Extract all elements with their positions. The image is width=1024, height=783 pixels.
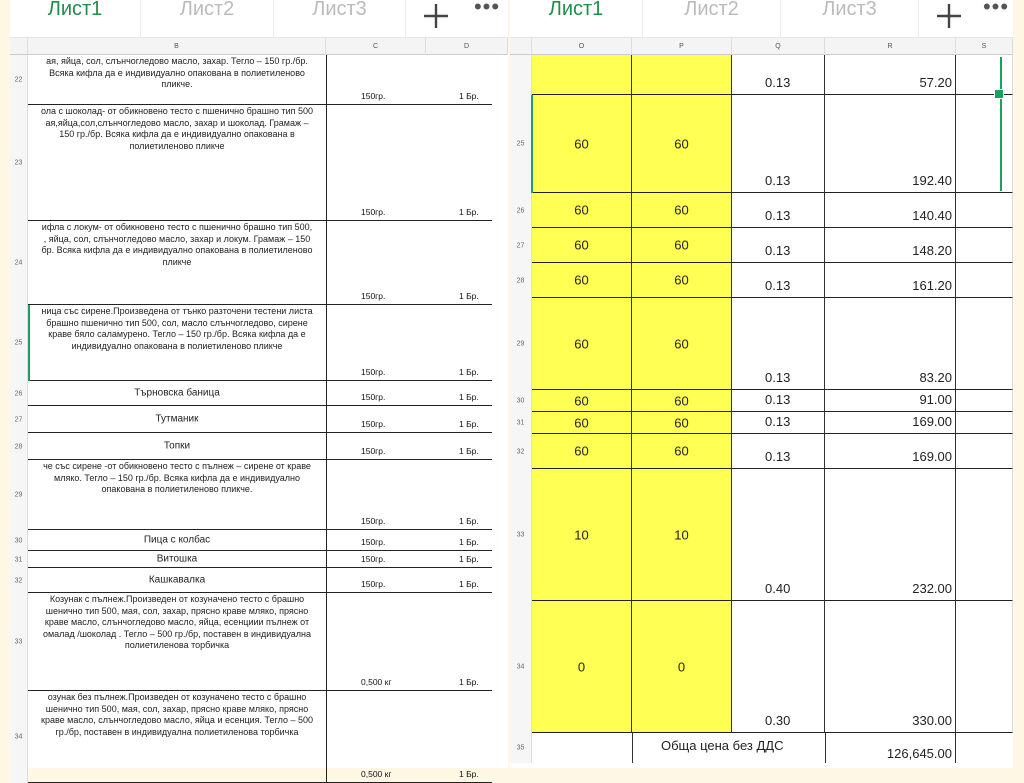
quantity-value: 1 Бр.	[459, 769, 479, 779]
cell-value: 10	[574, 527, 589, 542]
weight-cell[interactable]	[326, 221, 426, 305]
row-number-label: 33	[14, 638, 23, 646]
unit-price-value: 0.13	[765, 392, 791, 407]
cell-r[interactable]	[825, 601, 956, 733]
row-number[interactable]	[510, 733, 532, 763]
table-row	[510, 55, 1013, 95]
more-options-button-right[interactable]	[979, 0, 1013, 38]
weight-value: 0,500 кг	[361, 677, 392, 687]
description-text: Топки	[163, 440, 191, 452]
table-row	[10, 568, 508, 593]
weight-value: 150гр.	[361, 419, 386, 429]
cell-p[interactable]	[632, 298, 732, 390]
plus-icon	[935, 2, 963, 30]
cell-q[interactable]	[732, 95, 825, 193]
table-row	[510, 298, 1013, 390]
total-value-cell[interactable]	[825, 733, 956, 763]
amount-value: 148.20	[912, 243, 952, 258]
table-row	[510, 263, 1013, 298]
cell-s[interactable]	[956, 469, 1013, 601]
table-row	[510, 390, 1013, 412]
weight-cell[interactable]	[326, 568, 426, 593]
quantity-value: 1 Бр.	[459, 677, 479, 687]
description-text: ола с шоколад- от обикновено тесто с пшенично брашно тип 500 ая,яйца,сол,слънчогледово масло, захар и шоколад. Грамаж – 150 гр./бр. Всяка кифла да е индивидуално опакована в полиетиленово пликче	[40, 106, 314, 151]
amount-value: 330.00	[912, 713, 952, 728]
cell-r[interactable]	[825, 55, 956, 95]
col-header-o[interactable]: O	[532, 38, 632, 55]
col-header-c[interactable]: C	[326, 38, 426, 55]
cell-p[interactable]	[632, 95, 732, 193]
row-number[interactable]	[510, 263, 532, 298]
unit-price-value: 0.30	[765, 713, 791, 728]
quantity-value: 1 Бр.	[459, 91, 479, 101]
total-label: Обща цена без ДДС	[661, 738, 784, 753]
row-number-label: 32	[516, 448, 525, 455]
cell-s[interactable]	[956, 298, 1013, 390]
row-number-label: 34	[14, 733, 23, 741]
description-cell[interactable]	[28, 530, 326, 551]
description-cell[interactable]	[28, 381, 326, 406]
row-number[interactable]	[510, 601, 532, 733]
cell-q[interactable]	[732, 434, 825, 469]
cell-o[interactable]	[532, 469, 632, 601]
cell-r[interactable]	[825, 412, 956, 434]
cell-value: 60	[674, 415, 689, 430]
row-number-label: 23	[14, 159, 23, 167]
row-number-label: 31	[516, 419, 525, 427]
cell-value: 60	[574, 415, 589, 430]
tab-sheet3-left[interactable]: Лист3	[274, 0, 406, 38]
row-number-label: 25	[516, 140, 525, 148]
row-number[interactable]	[510, 390, 532, 412]
cell-value: 60	[674, 336, 689, 351]
description-text: ифла с локум- от обикновено тесто с пшенично брашно тип 500, , яйца, сол, слънчогледово масло, захар и локум. Грамаж – 150 бр. Всяка кифла да е индивидуално опакована в полиетиленово пликче	[41, 222, 313, 267]
row-number-label: 26	[516, 207, 525, 214]
weight-cell[interactable]	[326, 406, 426, 433]
more-icon: •••	[473, 0, 501, 19]
unit-price-value: 0.13	[765, 278, 791, 293]
quantity-value: 1 Бр.	[459, 579, 479, 589]
amount-value: 232.00	[912, 581, 952, 596]
row-number[interactable]	[10, 381, 28, 406]
col-header-d[interactable]: D	[426, 38, 508, 55]
weight-cell[interactable]	[326, 551, 426, 568]
weight-cell[interactable]	[326, 460, 426, 530]
row-number-label: 34	[516, 663, 525, 671]
row-number-label: 30	[516, 397, 525, 405]
table-row	[510, 193, 1013, 228]
quantity-value: 1 Бр.	[459, 392, 479, 402]
quantity-cell[interactable]	[426, 381, 492, 406]
row-number[interactable]	[510, 228, 532, 263]
weight-value: 150гр.	[361, 554, 386, 564]
unit-price-value: 0.13	[765, 173, 791, 188]
cell-p[interactable]	[632, 55, 732, 95]
column-header-right	[510, 38, 1013, 55]
quantity-cell[interactable]	[426, 55, 492, 105]
col-header-b[interactable]: B	[28, 38, 326, 55]
cell-s[interactable]	[956, 434, 1013, 469]
cell-o[interactable]	[532, 193, 632, 228]
description-cell[interactable]	[28, 460, 326, 530]
row-number-label: 29	[516, 340, 525, 348]
unit-price-value: 0.13	[765, 370, 791, 385]
quantity-value: 1 Бр.	[459, 537, 479, 547]
cell-s[interactable]	[956, 390, 1013, 412]
row-number-label: 35	[516, 744, 525, 752]
tab-sheet2-left[interactable]: Лист2	[141, 0, 274, 38]
description-text: озунак без пълнеж.Произведен от козуначено тесто с брашно шенично тип 500, мая, сол, захар, прясно краве мляко, прясно краве масло, слънчогледово масло, яйца и есенция. Тегло – 500 гр./бр, поставен в индивидуална полиетиленова торбичка	[41, 692, 313, 737]
row-number-label: 32	[14, 577, 23, 584]
quantity-cell[interactable]	[426, 568, 492, 593]
selection-handle[interactable]	[994, 89, 1004, 99]
table-row	[510, 469, 1013, 601]
table-row	[10, 593, 508, 691]
amount-value: 83.20	[919, 370, 952, 385]
quantity-value: 1 Бр.	[459, 554, 479, 564]
row-number-label: 27	[516, 242, 525, 249]
description-text: Тутманик	[155, 413, 199, 425]
row-number[interactable]	[10, 105, 28, 221]
cell-s[interactable]	[956, 412, 1013, 434]
weight-value: 150гр.	[361, 367, 386, 377]
cell-o[interactable]	[532, 412, 632, 434]
row-number-label: 31	[14, 556, 23, 563]
quantity-value: 1 Бр.	[459, 446, 479, 456]
weight-value: 150гр.	[361, 207, 386, 217]
quantity-cell[interactable]	[426, 530, 492, 551]
weight-cell[interactable]	[326, 593, 426, 691]
corner-cell	[510, 38, 532, 55]
cell-p[interactable]	[632, 263, 732, 298]
description-text: че със сирене -от обикновено тесто с пълнеж – сирене от краве мляко. Тегло – 150 гр./бр. Всяка кифла да е индивидуално опакована в полиетиленово пликче.	[43, 461, 311, 494]
row-number-label: 22	[14, 76, 23, 84]
weight-value: 150гр.	[361, 516, 386, 526]
total-label-cell[interactable]	[632, 733, 825, 763]
cell-q[interactable]	[732, 469, 825, 601]
quantity-cell[interactable]	[426, 221, 492, 305]
weight-cell[interactable]	[326, 381, 426, 406]
tab-sheet3-right[interactable]: Лист3	[781, 0, 919, 38]
row-number[interactable]	[510, 193, 532, 228]
row-number[interactable]	[10, 433, 28, 460]
right-spreadsheet-pane	[510, 0, 1013, 768]
weight-cell[interactable]	[326, 691, 426, 783]
corner-cell	[10, 38, 28, 55]
cell-o[interactable]	[532, 55, 632, 95]
cell-o[interactable]	[532, 434, 632, 469]
unit-price-value: 0.13	[765, 449, 791, 464]
table-row	[10, 530, 508, 551]
cell-value: 60	[574, 272, 589, 288]
tab-sheet2-right[interactable]: Лист2	[643, 0, 781, 38]
description-cell[interactable]	[28, 433, 326, 460]
description-text: ница със сирене.Произведена от тънко разточени тестени листа брашно пшенично тип 500, сол, масло слънчогледово, сирене краве бяло саламурено. Тегло – 150 гр./бр. Всяка кифла да е индивидуално опакована в полиетиленово пликче	[41, 306, 313, 351]
add-sheet-button-left[interactable]	[406, 0, 466, 38]
amount-value: 161.20	[912, 278, 952, 293]
amount-value: 91.00	[919, 392, 952, 407]
description-cell[interactable]	[28, 551, 326, 568]
cell-value: 60	[674, 237, 689, 253]
row-number[interactable]	[10, 406, 28, 433]
cell-value: 0	[577, 659, 586, 674]
cell-o[interactable]	[532, 228, 632, 263]
weight-cell[interactable]	[326, 530, 426, 551]
quantity-cell[interactable]	[426, 406, 492, 433]
row-number-label: 27	[14, 416, 23, 423]
cell-p[interactable]	[632, 390, 732, 412]
col-header-r[interactable]: R	[825, 38, 956, 55]
cell-value: 60	[674, 393, 689, 408]
cell-r[interactable]	[825, 298, 956, 390]
description-cell[interactable]	[28, 691, 326, 783]
row-number-label: 24	[14, 259, 23, 267]
quantity-value: 1 Бр.	[459, 516, 479, 526]
quantity-cell[interactable]	[426, 105, 492, 221]
cell-value: 60	[574, 443, 589, 459]
row-number-label: 25	[14, 339, 23, 347]
cell-q[interactable]	[732, 390, 825, 412]
description-text: Пица с колбас	[143, 534, 211, 546]
row-number[interactable]	[10, 593, 28, 691]
sheet-tabs-right	[510, 0, 1013, 38]
weight-value: 150гр.	[361, 446, 386, 456]
cell-o[interactable]	[532, 263, 632, 298]
row-number[interactable]	[10, 551, 28, 568]
cell-r[interactable]	[825, 95, 956, 193]
cell-o[interactable]	[532, 298, 632, 390]
description-text: Търновска баница	[134, 387, 220, 399]
cell-value: 60	[574, 237, 589, 253]
amount-value: 57.20	[919, 75, 952, 90]
cell-s[interactable]	[956, 228, 1013, 263]
cell-p[interactable]	[632, 469, 732, 601]
cell-o[interactable]	[532, 733, 632, 763]
row-number[interactable]	[10, 460, 28, 530]
add-sheet-button-right[interactable]	[919, 0, 979, 38]
cell-value: 60	[674, 443, 689, 459]
column-header-left	[10, 38, 508, 55]
description-cell[interactable]	[28, 406, 326, 433]
cell-q[interactable]	[732, 228, 825, 263]
cell-q[interactable]	[732, 298, 825, 390]
right-grid	[510, 55, 1013, 768]
tab-sheet1-right[interactable]: Лист1	[510, 0, 643, 38]
cell-value: 0	[677, 659, 686, 674]
quantity-value: 1 Бр.	[459, 291, 479, 301]
table-row	[510, 228, 1013, 263]
unit-price-value: 0.13	[765, 75, 791, 90]
weight-value: 0,500 кг	[361, 769, 392, 779]
weight-cell[interactable]	[326, 305, 426, 381]
amount-value: 192.40	[912, 173, 952, 188]
cell-s[interactable]	[956, 193, 1013, 228]
selected-row-marker	[28, 305, 30, 381]
sheet-tabs-left	[10, 0, 508, 38]
description-cell[interactable]	[28, 105, 326, 221]
row-number[interactable]	[510, 412, 532, 434]
description-text: Козунак с пълнеж.Произведен от козуначено тесто с брашно шенично тип 500, мая, сол, захар, прясно краве мляко, прясно краве масло, слънчогледово масло, яйца, есенциии пълнеж от омалад /шоколад . Тегло – 500 гр./бр, поставен в индивидуална полиетиленова торбичка	[42, 594, 311, 650]
quantity-cell[interactable]	[426, 551, 492, 568]
cell-p[interactable]	[632, 193, 732, 228]
row-number[interactable]	[510, 95, 532, 193]
row-number[interactable]	[10, 55, 28, 105]
table-row	[10, 551, 508, 568]
row-number-label: 28	[14, 443, 23, 450]
amount-value: 140.40	[912, 208, 952, 223]
col-header-s[interactable]: S	[956, 38, 1013, 55]
cell-p[interactable]	[632, 601, 732, 733]
description-text: Кашкавалка	[148, 574, 206, 586]
unit-price-value: 0.13	[765, 414, 791, 429]
cell-r[interactable]	[825, 434, 956, 469]
cell-r[interactable]	[825, 228, 956, 263]
col-header-q[interactable]: Q	[732, 38, 825, 55]
cell-value: 60	[674, 272, 689, 288]
row-number-label: 26	[14, 390, 23, 397]
weight-value: 150гр.	[361, 579, 386, 589]
cell-p[interactable]	[632, 434, 732, 469]
amount-value: 169.00	[912, 414, 952, 429]
description-cell[interactable]	[28, 593, 326, 691]
description-cell[interactable]	[28, 221, 326, 305]
row-number[interactable]	[510, 298, 532, 390]
description-text: Витошка	[156, 553, 198, 565]
row-number[interactable]	[10, 691, 28, 783]
table-row	[510, 601, 1013, 733]
cell-value: 60	[574, 393, 589, 408]
amount-value: 169.00	[912, 449, 952, 464]
cell-value: 60	[574, 202, 589, 218]
cell-q[interactable]	[732, 263, 825, 298]
total-value: 126,645.00	[886, 746, 952, 761]
cell-value: 60	[574, 136, 589, 151]
cell-s[interactable]	[956, 601, 1013, 733]
table-row	[10, 105, 508, 221]
cell-p[interactable]	[632, 228, 732, 263]
table-row	[510, 95, 1013, 193]
row-number[interactable]	[510, 469, 532, 601]
table-row	[10, 691, 508, 783]
row-number-label: 29	[14, 491, 23, 499]
weight-value: 150гр.	[361, 537, 386, 547]
cell-r[interactable]	[825, 390, 956, 412]
weight-value: 150гр.	[361, 291, 386, 301]
table-row	[10, 55, 508, 105]
row-number-label: 30	[14, 537, 23, 544]
cell-r[interactable]	[825, 193, 956, 228]
more-icon: •••	[982, 0, 1010, 19]
unit-price-value: 0.13	[765, 243, 791, 258]
unit-price-value: 0.40	[765, 581, 791, 596]
quantity-cell[interactable]	[426, 593, 492, 691]
plus-icon	[422, 2, 450, 30]
unit-price-value: 0.13	[765, 208, 791, 223]
table-row	[510, 434, 1013, 469]
cell-o[interactable]	[532, 95, 632, 193]
cell-p[interactable]	[632, 412, 732, 434]
quantity-value: 1 Бр.	[459, 207, 479, 217]
row-number[interactable]	[10, 568, 28, 593]
row-number[interactable]	[510, 434, 532, 469]
weight-value: 150гр.	[361, 91, 386, 101]
table-row	[510, 412, 1013, 434]
cell-q[interactable]	[732, 412, 825, 434]
row-number-label: 28	[516, 277, 525, 284]
row-number[interactable]	[10, 221, 28, 305]
cell-s[interactable]	[956, 263, 1013, 298]
cell-s[interactable]	[956, 95, 1013, 193]
left-spreadsheet-pane	[10, 0, 508, 779]
table-row	[10, 305, 508, 381]
cell-q[interactable]	[732, 193, 825, 228]
table-row	[10, 406, 508, 433]
table-row	[10, 221, 508, 305]
weight-cell[interactable]	[326, 55, 426, 105]
weight-cell[interactable]	[326, 105, 426, 221]
cell-r[interactable]	[825, 469, 956, 601]
cell-value: 60	[674, 136, 689, 151]
cell-value: 10	[674, 527, 689, 542]
quantity-cell[interactable]	[426, 460, 492, 530]
cell-value: 60	[574, 336, 589, 351]
weight-cell[interactable]	[326, 433, 426, 460]
left-grid	[10, 55, 508, 779]
table-row	[10, 381, 508, 406]
description-cell[interactable]	[28, 568, 326, 593]
row-number[interactable]	[10, 530, 28, 551]
quantity-value: 1 Бр.	[459, 419, 479, 429]
table-row	[10, 460, 508, 530]
table-row	[10, 433, 508, 460]
cell-q[interactable]	[732, 55, 825, 95]
col-header-p[interactable]: P	[632, 38, 732, 55]
weight-value: 150гр.	[361, 392, 386, 402]
description-cell[interactable]	[28, 55, 326, 105]
description-text: ая, яйца, сол, слънчогледово масло, захар. Тегло – 150 гр./бр. Всяка кифла да е индивидуално опакована в полиетиленово пликче.	[46, 56, 308, 89]
row-number-label: 33	[516, 531, 525, 539]
description-cell[interactable]	[28, 305, 326, 381]
total-row	[510, 733, 1013, 763]
cell-o[interactable]	[532, 390, 632, 412]
quantity-cell[interactable]	[426, 691, 492, 783]
cell-q[interactable]	[732, 601, 825, 733]
cell-r[interactable]	[825, 263, 956, 298]
quantity-value: 1 Бр.	[459, 367, 479, 377]
cell-o[interactable]	[532, 601, 632, 733]
row-number[interactable]	[10, 305, 28, 381]
cell-value: 60	[674, 202, 689, 218]
cell-s[interactable]	[956, 55, 1013, 95]
tab-sheet1-left[interactable]: Лист1	[10, 0, 141, 38]
quantity-cell[interactable]	[426, 433, 492, 460]
row-number[interactable]	[510, 55, 532, 95]
quantity-cell[interactable]	[426, 305, 492, 381]
more-options-button-left[interactable]	[466, 0, 508, 38]
